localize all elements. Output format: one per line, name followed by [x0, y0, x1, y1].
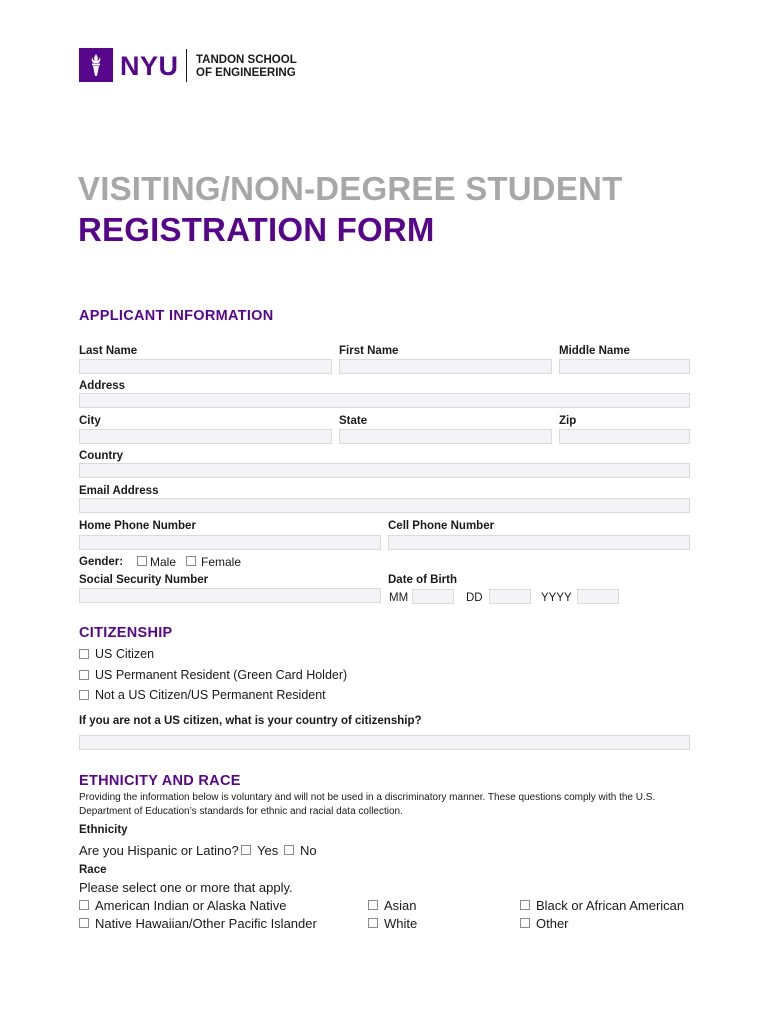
title-line1: VISITING/NON-DEGREE STUDENT: [78, 170, 623, 207]
dob-mm-label: MM: [389, 592, 409, 604]
state-label: State: [339, 415, 368, 427]
title-line2: REGISTRATION FORM: [78, 211, 435, 248]
middle-name-label: Middle Name: [559, 345, 630, 357]
logo-divider: [186, 49, 187, 82]
ssn-label: Social Security Number: [79, 574, 209, 586]
ssn-field[interactable]: [79, 588, 381, 603]
middle-name-field[interactable]: [559, 359, 690, 374]
citizenship-us-citizen-checkbox[interactable]: [79, 649, 89, 659]
country-of-citizenship-field[interactable]: [79, 735, 690, 750]
section-ethnicity-heading: ETHNICITY AND RACE: [79, 773, 241, 789]
gender-male-label: Male: [150, 555, 177, 569]
zip-label: Zip: [559, 415, 577, 427]
school-name-line1: TANDON SCHOOL: [196, 54, 297, 66]
citizenship-option: US Citizen: [95, 647, 155, 661]
ethnicity-disclaimer-line2: Department of Education’s standards for ethnic and racial data collection.: [79, 806, 403, 817]
gender-female-checkbox[interactable]: [186, 556, 196, 566]
ethnicity-disclaimer-line1: Providing the information below is voluntary and will not be used in a discriminatory manner. These questions comply with the U.S.: [79, 792, 656, 803]
hispanic-yes-label: Yes: [257, 843, 279, 858]
dob-mm-field[interactable]: [412, 589, 454, 604]
gender-female-label: Female: [201, 555, 242, 569]
race-asian-checkbox[interactable]: [368, 900, 378, 910]
email-field[interactable]: [79, 498, 690, 513]
hispanic-no-checkbox[interactable]: [284, 845, 294, 855]
race-american-indian-checkbox[interactable]: [79, 900, 89, 910]
cell-phone-field[interactable]: [388, 535, 690, 550]
race-black-checkbox[interactable]: [520, 900, 530, 910]
dob-dd-field[interactable]: [489, 589, 531, 604]
race-option: Other: [536, 916, 569, 931]
citizenship-permanent-resident-checkbox[interactable]: [79, 670, 89, 680]
citizenship-option: US Permanent Resident (Green Card Holder): [95, 668, 348, 682]
home-phone-label: Home Phone Number: [79, 520, 196, 532]
zip-field[interactable]: [559, 429, 690, 444]
address-label: Address: [79, 380, 126, 392]
nyu-logo: [79, 48, 113, 82]
city-field[interactable]: [79, 429, 332, 444]
hispanic-no-label: No: [300, 843, 317, 858]
citizenship-option: Not a US Citizen/US Permanent Resident: [95, 688, 326, 702]
gender-label: Gender:: [79, 556, 124, 568]
email-label: Email Address: [79, 485, 159, 497]
race-other-checkbox[interactable]: [520, 918, 530, 928]
race-white-checkbox[interactable]: [368, 918, 378, 928]
race-instruction: Please select one or more that apply.: [79, 880, 293, 895]
citizenship-not-us-checkbox[interactable]: [79, 690, 89, 700]
race-option: Native Hawaiian/Other Pacific Islander: [95, 916, 317, 931]
last-name-field[interactable]: [79, 359, 332, 374]
school-name: [196, 54, 297, 80]
country-of-citizenship-question: If you are not a US citizen, what is your country of citizenship?: [79, 715, 422, 727]
dob-dd-label: DD: [466, 592, 483, 604]
cell-phone-label: Cell Phone Number: [388, 520, 495, 532]
dob-yyyy-label: YYYY: [541, 592, 572, 604]
country-label: Country: [79, 450, 124, 462]
country-field[interactable]: [79, 463, 690, 478]
address-field[interactable]: [79, 393, 690, 408]
race-pacific-islander-checkbox[interactable]: [79, 918, 89, 928]
ethnicity-disclaimer: [79, 791, 719, 819]
gender-male-checkbox[interactable]: [137, 556, 147, 566]
state-field[interactable]: [339, 429, 552, 444]
section-applicant-heading: APPLICANT INFORMATION: [79, 308, 274, 324]
ethnicity-label: Ethnicity: [79, 824, 128, 836]
dob-label: Date of Birth: [388, 574, 457, 586]
race-option: Black or African American: [536, 898, 685, 913]
last-name-label: Last Name: [79, 345, 138, 357]
logo-wordmark: NYU: [120, 51, 179, 81]
home-phone-field[interactable]: [79, 535, 381, 550]
hispanic-yes-checkbox[interactable]: [241, 845, 251, 855]
first-name-label: First Name: [339, 345, 399, 357]
race-option: Asian: [384, 898, 417, 913]
torch-icon: [79, 48, 113, 82]
race-label: Race: [79, 864, 107, 876]
hispanic-question: Are you Hispanic or Latino?: [79, 843, 239, 858]
city-label: City: [79, 415, 101, 427]
section-citizenship-heading: CITIZENSHIP: [79, 625, 173, 641]
race-option: White: [384, 916, 418, 931]
race-option: American Indian or Alaska Native: [95, 898, 287, 913]
dob-yyyy-field[interactable]: [577, 589, 619, 604]
school-name-line2: OF ENGINEERING: [196, 67, 296, 79]
first-name-field[interactable]: [339, 359, 552, 374]
